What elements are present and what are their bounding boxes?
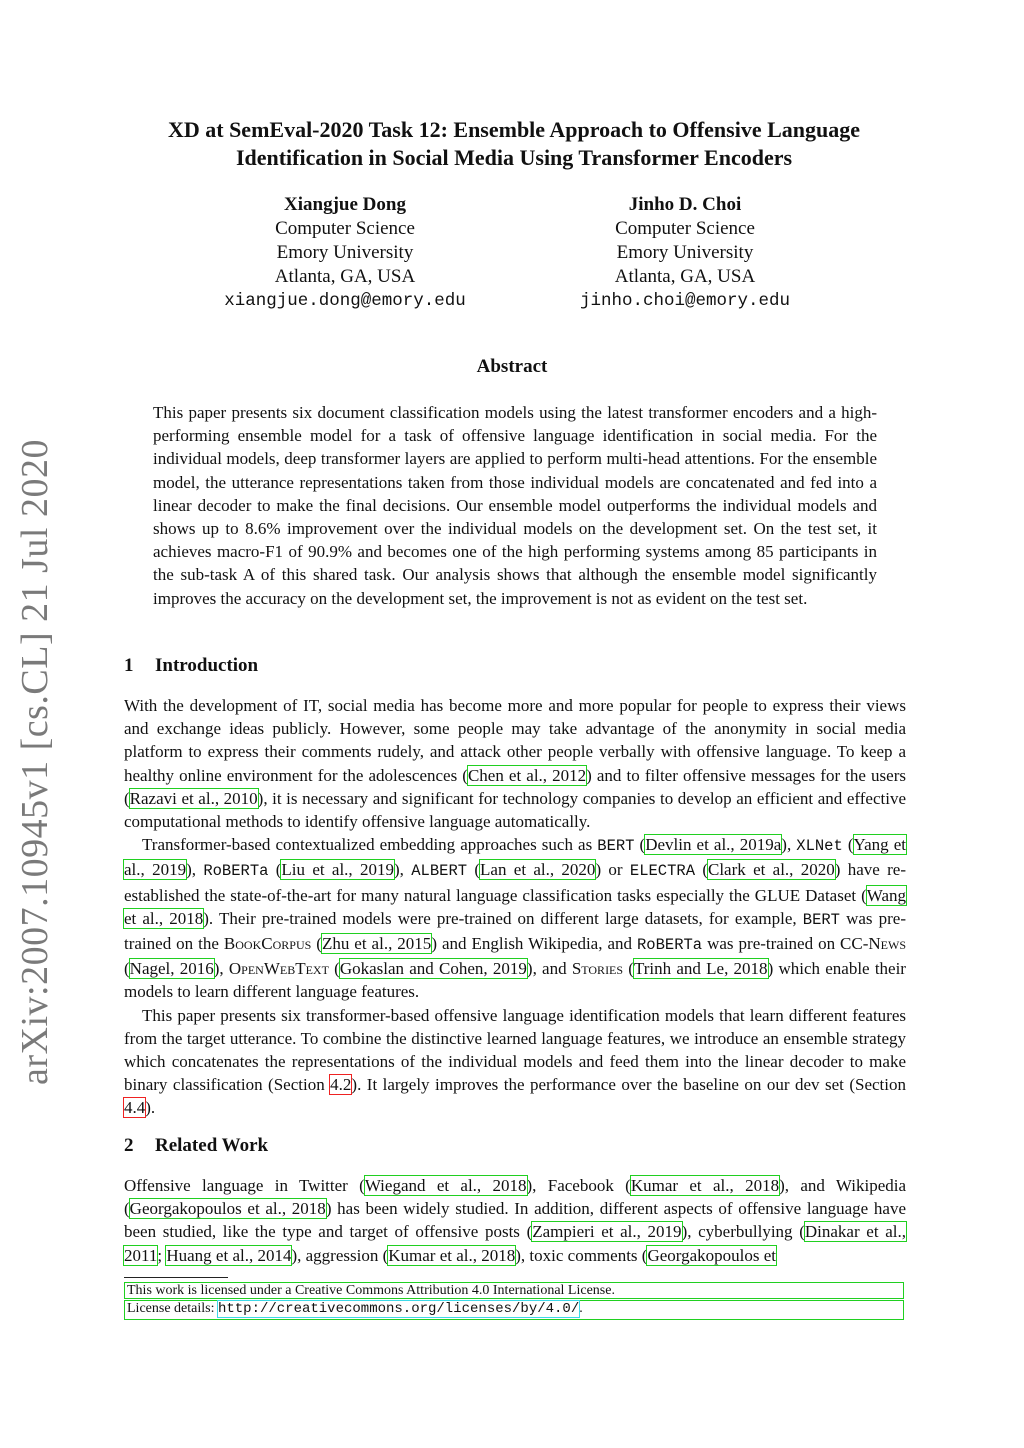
model-roberta: RoBERTa [637, 936, 703, 955]
license-url-link[interactable]: http://creativecommons.org/licenses/by/4.0/ [217, 1301, 580, 1317]
text: or [601, 860, 630, 880]
abstract-heading: Abstract [476, 356, 548, 377]
paper-title [120, 116, 908, 172]
citation-kumar[interactable]: Kumar et al., 2018 [630, 1176, 780, 1195]
author-dept: Computer Science [615, 218, 755, 239]
text: ), aggression ( [291, 1245, 389, 1265]
dataset-openwebtext: OpenWebText [228, 959, 329, 979]
text: was pre-trained on CC- [702, 934, 869, 954]
title-line-2: Identification in Social Media Using Transformer Encoders [235, 145, 793, 170]
text: ). [145, 1098, 156, 1118]
citation-devlin[interactable]: Devlin et al., 2019a [645, 835, 782, 855]
abstract-text: This paper presents six document classification models using the latest transformer encoders and a high-performing ensemble model for a task of offensive language identification in social media. For the individual models, deep transformer layers are applied to perform multi-head attentions. For the ensemble model, the utterance representations taken from those individual models are concatenated and fed into a linear decoder to make the final decisions. Our ensemble model outperforms the individual models and shows up to 8.6% improvement over the individual models on the development set. On the test set, it achieves macro-F1 of 90.9% and becomes one of the high performing systems among 85 participants in the sub-task A of this shared task. Our analysis shows that although the ensemble model significantly improves the accuracy on the development set, the improvement is not as evident on the test set. [153, 403, 877, 608]
citation-lan[interactable]: Lan et al., 2020 [480, 860, 596, 880]
footnote-license[interactable]: This work is licensed under a Creative Commons Attribution 4.0 International License. [124, 1282, 904, 1299]
text: ) and English Wikipedia, and [431, 934, 637, 954]
model-albert: ALBERT [411, 862, 468, 881]
citation-wang[interactable]: Wang et al., 2018 [124, 885, 906, 928]
author-name: Jinho D. Choi [628, 194, 742, 215]
related-work-body [124, 1174, 906, 1267]
text: ). Their pre-trained models were pre-trained on different large datasets, for example, [203, 908, 803, 928]
author-univ: Emory University [276, 242, 414, 263]
author-univ: Emory University [616, 242, 754, 263]
citation-huang[interactable]: Huang et al., 2014 [166, 1245, 292, 1265]
text: ), and [526, 959, 572, 979]
dataset-stories: Stories [571, 959, 624, 979]
model-roberta: RoBERTa [203, 862, 269, 881]
author-name: Xiangjue Dong [284, 194, 406, 215]
section-ref-4-4[interactable]: 4.4 [124, 1098, 146, 1118]
text: With the development of IT, social media has become more and more popular for people to express their views and exchange ideas publicly. However, some people may take advantage of the anonymity in social media platform to express their comments rudely, and attack other people verbally with offensive language. To keep a healthy online environment for the adolescences ( [124, 696, 906, 785]
related-paragraph-1 [124, 1174, 906, 1267]
model-xlnet: XLNet [796, 837, 843, 856]
citation-georgakopoulos[interactable]: Georgakopoulos et al., 2018 [129, 1199, 326, 1219]
model-bert: BERT [802, 910, 840, 929]
text: ), Facebook ( [526, 1176, 631, 1195]
text: was pre-trained on the [124, 908, 906, 954]
author-location: Atlanta, GA, USA [274, 266, 416, 287]
author-email[interactable]: xiangjue.dong@emory.edu [224, 291, 466, 311]
citation-zhu[interactable]: Zhu et al., 2015 [321, 934, 432, 954]
citation-nagel[interactable]: Nagel, 2016 [129, 959, 214, 979]
citation-trinh[interactable]: Trinh and Le, 2018 [633, 959, 768, 979]
text: ), it is necessary and significant for technology companies to develop an efficient and effective computational methods to identify offensive language automatically. [124, 788, 906, 832]
dataset-bookcorpus: BookCorpus [223, 934, 312, 954]
section-2-heading [124, 1135, 268, 1157]
intro-paragraph-3 [124, 1004, 906, 1120]
section-title: Related Work [155, 1135, 269, 1156]
citation-razavi[interactable]: Razavi et al., 2010 [129, 788, 258, 808]
section-ref-4-2[interactable]: 4.2 [330, 1075, 352, 1095]
author-location: Atlanta, GA, USA [614, 266, 756, 287]
author-block-1 [175, 193, 515, 313]
text: Transformer-based contextualized embedding approaches such as [142, 835, 598, 855]
author-dept: Computer Science [275, 218, 415, 239]
arxiv-identifier: arXiv:2007.10945v1 [cs.CL] 21 Jul 2020 [14, 439, 56, 1085]
introduction-body [124, 694, 906, 1120]
text: ), toxic comments ( [515, 1245, 648, 1265]
section-number: 2 [124, 1135, 134, 1156]
text: ), and Wikipedia ( [124, 1176, 907, 1219]
text: ). It largely improves the performance over the baseline on our dev set (Section [351, 1075, 906, 1095]
section-1-heading [124, 655, 258, 677]
model-bert: BERT [597, 837, 635, 856]
citation-chen[interactable]: Chen et al., 2012 [467, 765, 587, 785]
text: ) has been widely studied. In addition, different aspects of offensive language have been studied, like the type and target of offensive posts ( [124, 1199, 906, 1242]
text: ) which enable their models to learn different language features. [124, 959, 906, 1002]
footnote-label: License details: [127, 1301, 218, 1316]
citation-clark[interactable]: Clark et al., 2020 [708, 860, 835, 880]
citation-wiegand[interactable]: Wiegand et al., 2018 [364, 1176, 527, 1195]
citation-yang[interactable]: Yang et al., 2019 [124, 835, 906, 880]
citation-zampieri[interactable]: Zampieri et al., 2019 [532, 1222, 682, 1242]
model-electra: ELECTRA [629, 862, 696, 881]
citation-gokaslan[interactable]: Gokaslan and Cohen, 2019 [339, 959, 527, 979]
section-title: Introduction [155, 655, 259, 676]
text: This paper presents six transformer-based offensive language identification models that learn different features from the target utterance. To combine the distinctive learned language features, we introduce an ensemble strategy which concatenates the representations of the individual models and feed them into the linear decoder to make binary classification (Section [124, 1005, 906, 1095]
text: have re-established the state-of-the-art for many natural language classification tasks especially the GLUE Dataset ( [124, 860, 906, 905]
text: ; [157, 1245, 167, 1265]
footnote-license-details[interactable] [124, 1300, 904, 1320]
citation-georgakopoulos-2[interactable]: Georgakopoulos et [647, 1245, 777, 1265]
author-block-2 [515, 193, 855, 313]
text: Offensive language in Twitter ( [124, 1176, 365, 1195]
footnote-end: . [579, 1301, 583, 1316]
citation-dinakar[interactable]: Dinakar et al., 2011 [124, 1222, 906, 1265]
citation-kumar-2[interactable]: Kumar et al., 2018 [388, 1245, 516, 1265]
intro-paragraph-2: Transformer-based contextualized embedding approaches such as BERT (Devlin et al., 2019a), XLNet (Yang et al., 2019), RoBERTa (Liu et al., 2019), ALBERT (Lan et al., 2020) or ELECTRA (Clark et al., 2020) have re-established the state-of-the-art for many natural language classification tasks especially the GLUE Dataset (Wang et al., 2018). Their pre-trained models were pre-trained on different large datasets, for example, BERT was pre-trained on the BookCorpus (Zhu et al., 2015) and English Wikipedia, and RoBERTa was pre-trained on CC-News (Nagel, 2016), OpenWebText (Gokaslan and Cohen, 2019), and Stories (Trinh and Le, 2018) which enable their models to learn different language features. [124, 835, 907, 1002]
text: ) and to filter offensive messages for the users ( [124, 765, 906, 808]
title-line-1: XD at SemEval-2020 Task 12: Ensemble Approach to Offensive Language [167, 117, 861, 142]
footnote-rule [124, 1277, 228, 1278]
text: ), cyberbullying ( [681, 1222, 805, 1242]
dataset-news: News [868, 934, 907, 954]
section-number: 1 [124, 655, 134, 676]
intro-paragraph-1 [124, 694, 906, 833]
arxiv-sidebar-stamp [10, 439, 60, 1085]
author-email[interactable]: jinho.choi@emory.edu [579, 291, 791, 311]
citation-liu[interactable]: Liu et al., 2019 [281, 860, 394, 880]
